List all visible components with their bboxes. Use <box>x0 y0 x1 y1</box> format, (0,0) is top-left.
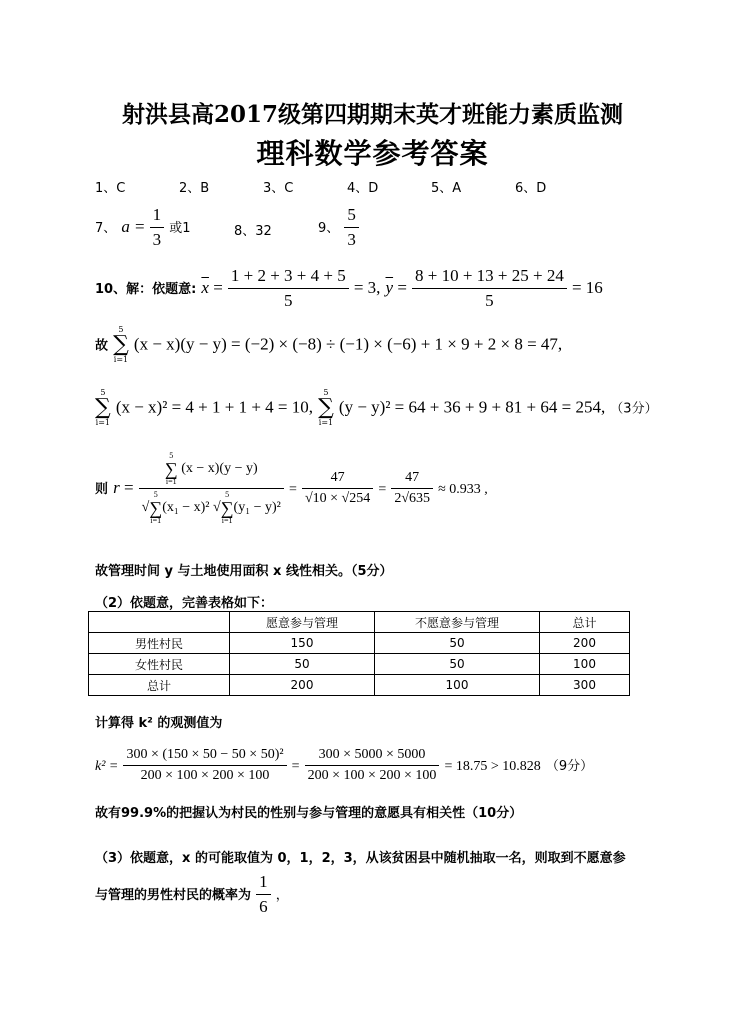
k-fraction-2: $\frac{300 \times 5000 \times 5000}{200 \times 100 \times 200 \times 100}$ <box>305 747 440 784</box>
table-header: 不愿意参与管理 <box>375 612 540 633</box>
part3-tail: ， <box>275 888 289 903</box>
k-fraction-1: $\frac{\text{300 × (150 × 50 − 50 × 50)²}}{200 \times 100 \times 200 \times 100}$ <box>123 747 286 784</box>
score-9: （9分） <box>545 759 594 774</box>
table-row <box>89 654 630 675</box>
ybar-result: = 16 <box>571 278 603 297</box>
table-header-row <box>89 612 630 633</box>
k-formula: k² = $\frac{\text{300 × (150 × 50 − 50 × 50)²}}{200 \times 100 \times 200 \times 100}$ = $\frac{300 \times 5000 \times 5000}{200 \times 100 \times 200 \times 100}$ = 18.75 > 10.828 （9分） <box>95 747 594 783</box>
table-cell: 200 <box>540 633 630 654</box>
q10-variances <box>95 389 658 427</box>
q9-label: 9、 <box>318 221 340 236</box>
table-cell: 100 <box>540 654 630 675</box>
answer-q2: 2、B <box>179 181 210 196</box>
table-header: 总计 <box>540 612 630 633</box>
table-cell: 男性村民 <box>89 633 230 654</box>
answer-q7: 7、 a = $\frac{1}{3}$ 或1 <box>95 205 191 249</box>
q7-label: 7、 <box>95 221 117 236</box>
part2-intro: （2）依题意，完善表格如下： <box>95 596 274 611</box>
answer-q1: 1、C <box>95 181 126 196</box>
r-fraction: 5 ∑ i=1 (x − x)(y − y) √ 5 ∑ i=1 (x₁ − x)² √ 5 ∑ i=1 (y₁ − y)² <box>139 452 284 525</box>
k-lhs: k² = <box>95 759 119 774</box>
part3-line1: （3）依题意，x 的可能取值为 0，1，2，3，从该贫困县中随机抽取一名，则取到不愿意参 <box>95 851 626 866</box>
q10-means: 10、解：依题意: $\overline{x}$ = $\frac{1 + 2 + 3 + 4 + 5}{5}$ = 3, $\overline{y}$ = $\frac{8 + 10 + 13 + 25 + 24}{5}$ = 16 <box>95 266 603 310</box>
sigma-symbol: 5 ∑ i=1 <box>318 388 334 427</box>
table-cell: 女性村民 <box>89 654 230 675</box>
q7-var: a <box>121 217 130 236</box>
ybar-fraction: $\frac{8 + 10 + 13 + 25 + 24}{5}$ <box>412 266 567 311</box>
q10-conclusion: 故管理时间 y 与土地使用面积 x 线性相关。（5分） <box>95 564 393 579</box>
q7-tail: 或1 <box>169 221 191 236</box>
table-cell: 50 <box>375 633 540 654</box>
part3-line2 <box>95 872 289 917</box>
xbar-result: = 3, <box>353 278 381 297</box>
contingency-table <box>88 611 630 696</box>
q10-intro: 10、解：依题意: <box>95 282 197 297</box>
k-intro: 计算得 k² 的观测值为 <box>95 716 223 731</box>
r-last-fraction: $\frac{47}{2√635}$ <box>391 470 433 507</box>
k-result: = 18.75 > 10.828 <box>444 759 541 774</box>
answer-q9 <box>318 205 359 250</box>
x-variance: (x − x)² = 4 + 1 + 1 + 4 = 10, <box>115 397 314 417</box>
q10-covariance <box>95 326 562 364</box>
table-row <box>89 675 630 696</box>
answer-q4: 4、D <box>347 181 379 196</box>
table-header <box>89 612 230 633</box>
answer-q6: 6、D <box>515 181 547 196</box>
table-cell: 200 <box>230 675 375 696</box>
answer-q8: 8、32 <box>234 224 272 239</box>
table-cell: 50 <box>375 654 540 675</box>
score-3: （3分） <box>610 401 658 417</box>
table-cell: 总计 <box>89 675 230 696</box>
sigma-symbol: 5 ∑ i=1 <box>113 325 129 364</box>
table-row <box>89 633 630 654</box>
table-header: 愿意参与管理 <box>230 612 375 633</box>
y-variance: (y − y)² = 64 + 36 + 9 + 81 + 64 = 254, <box>338 397 606 417</box>
part2-conclusion: 故有99.9%的把握认为村民的性别与参与管理的意愿具有相关性（10分） <box>95 806 523 821</box>
answer-q3: 3、C <box>263 181 294 196</box>
table-cell: 100 <box>375 675 540 696</box>
document-title: 射洪县高2017级第四期期末英才班能力素质监测 <box>121 101 623 128</box>
xbar-fraction: $\frac{1 + 2 + 3 + 4 + 5}{5}$ <box>228 266 349 311</box>
q7-fraction: $\frac{1}{3}$ <box>150 205 165 250</box>
covariance-expression: (x − x)(y − y) = (−2) × (−8) ÷ (−1) × (−6) + 1 × 9 + 2 × 8 = 47, <box>133 334 563 354</box>
r-var: r <box>113 478 120 497</box>
table-cell: 150 <box>230 633 375 654</box>
table-cell: 300 <box>540 675 630 696</box>
document-subtitle: 理科数学参考答案 <box>256 137 489 170</box>
sigma-symbol: 5 ∑ i=1 <box>95 388 111 427</box>
r-prefix: 则 <box>95 482 109 497</box>
part3-text: 与管理的男性村民的概率为 <box>95 888 252 903</box>
q9-fraction: $\frac{5}{3}$ <box>344 205 359 250</box>
r-mid-fraction: $\frac{47}{√10 \times √254}$ <box>302 470 373 507</box>
probability-fraction: $\frac{1}{6}$ <box>256 872 271 917</box>
q10-correlation: 则 r = 5 ∑ i=1 (x − x)(y − y) √ 5 ∑ i=1 (x₁ − x)² √ 5 ∑ i=1 (y₁ − y)² = $\frac{47}{√10 \times √254}$ = $\frac{47}{2√635}$ ≈ 0.933 , <box>95 451 488 525</box>
line2-prefix: 故 <box>95 338 109 354</box>
answer-q5: 5、A <box>431 181 462 196</box>
table-cell: 50 <box>230 654 375 675</box>
r-approx: ≈ 0.933 , <box>438 482 488 497</box>
